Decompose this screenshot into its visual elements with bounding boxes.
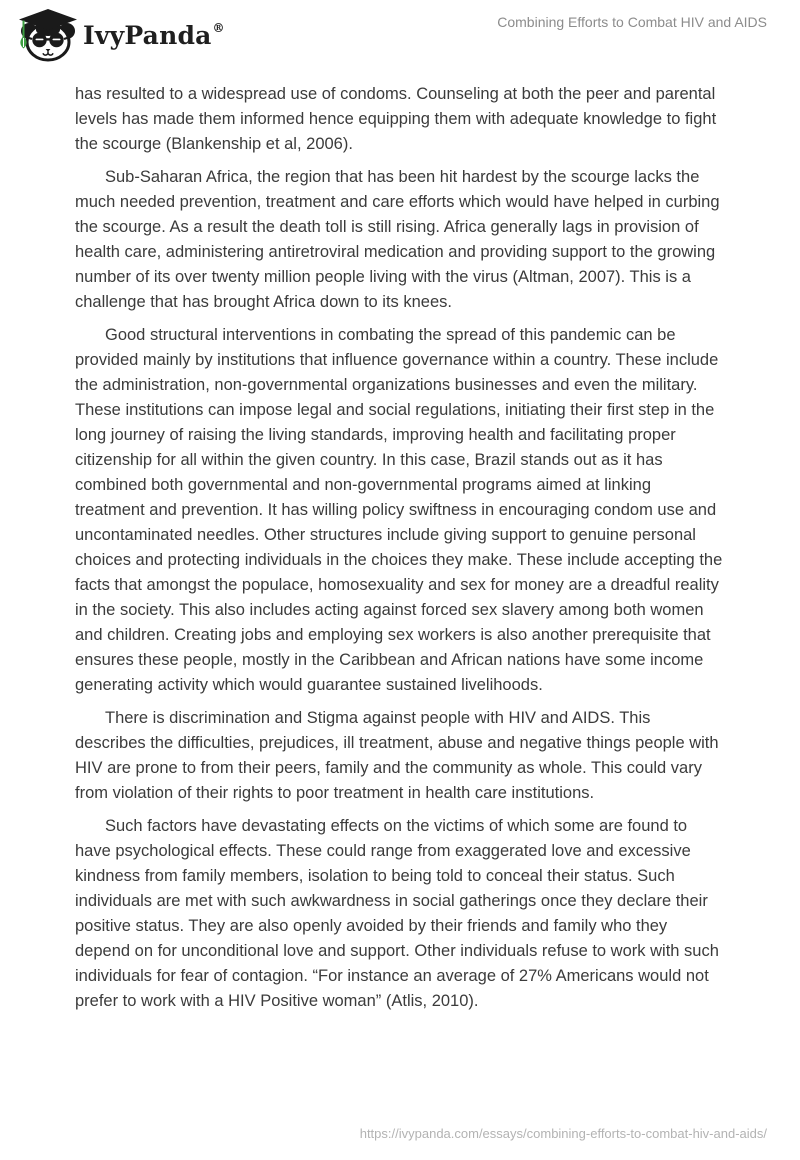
brand-name-text: IvyPanda <box>83 20 212 50</box>
page-footer <box>360 1126 767 1141</box>
essay-paragraph: Good structural interventions in combating the spread of this pandemic can be provided mainly by institutions that influence governance within a country. These include the administration, non-governmental organizations businesses and even the military. These institutions can impose legal and social regulations, initiating their first step in the long journey of raising the living standards, improving health and facilitating proper citizenship for all within the given country. In this case, Brazil stands out as it has combined both governmental and non-governmental programs aimed at linking treatment and prevention. It has willing policy swiftness in encouraging condom use and uncontaminated needles. Other structures include giving support to genuine personal choices and protecting individuals in the choices they make. These include accepting the facts that amongst the populace, homosexuality and sex for money are a dreadful reality in the society. This also includes acting against forced sex slavery among both women and children. Creating jobs and employing sex workers is also another prerequisite that ensures these people, mostly in the Caribbean and African nations have some income generating activity which would guarantee sustained livelihoods. <box>75 326 723 694</box>
source-url: https://ivypanda.com/essays/combining-efforts-to-combat-hiv-and-aids/ <box>359 1126 767 1141</box>
essay-paragraph: Such factors have devastating effects on the victims of which some are found to have psychological effects. These could range from exaggerated love and excessive kindness from family members, isolation to being told to conceal their status. Such individuals are met with such awkwardness in social gatherings once they declare their positive status. They are also openly avoided by their friends and family who they depend on for unconditional love and support. Other individuals refuse to work with such individuals for fear of contagion. “For instance an average of 27% Americans would not prefer to work with a HIV Positive woman” (Atlis, 2010). <box>75 817 719 1010</box>
document-title: Combining Efforts to Combat HIV and AIDS <box>497 14 767 30</box>
essay-paragraph: has resulted to a widespread use of condoms. Counseling at both the peer and parental levels has made them informed hence equipping them with adequate knowledge to fight the scourge (Blankenship et al, 2006). <box>75 85 717 153</box>
essay-paragraph: Sub-Saharan Africa, the region that has been hit hardest by the scourge lacks the much needed prevention, treatment and care efforts which would have helped in curbing the scourge. As a result the death toll is still rising. Africa generally lags in provision of health care, administering antiretroviral medication and providing support to the growing number of its over twenty million people living with the virus (Altman, 2007). This is a challenge that has brought Africa down to its knees. <box>75 168 720 311</box>
essay-paragraph: There is discrimination and Stigma against people with HIV and AIDS. This describes the difficulties, prejudices, ill treatment, abuse and negative things people with HIV are prone to from their peers, family and the community as whole. This could vary from violation of their rights to poor treatment in health care institutions. <box>75 709 719 802</box>
panda-graduate-icon <box>14 8 78 62</box>
page-header <box>14 8 225 62</box>
registered-mark: ® <box>212 20 225 35</box>
essay-content <box>75 82 724 1022</box>
brand-name <box>83 21 225 50</box>
